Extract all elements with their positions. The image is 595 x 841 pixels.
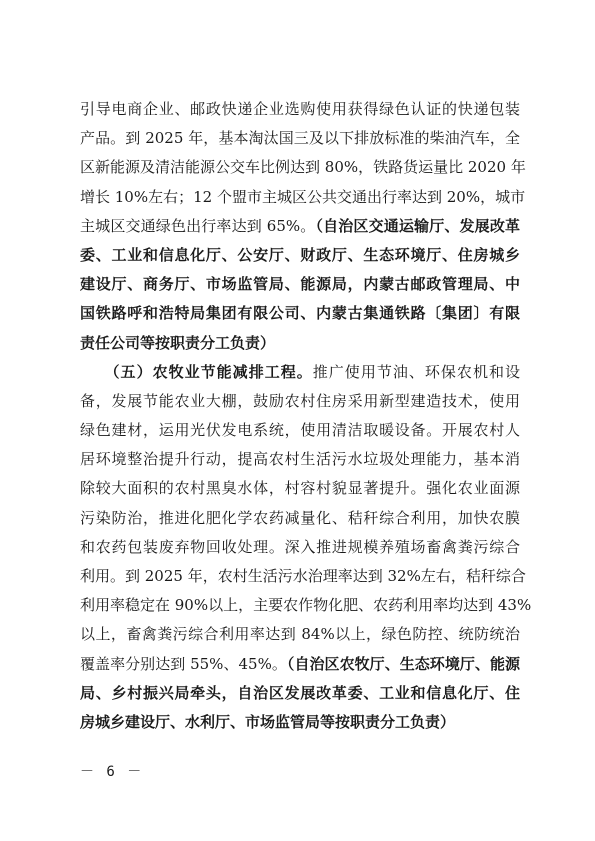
text-line xyxy=(80,241,520,270)
text-line xyxy=(80,679,520,708)
bold-text-segment: （自治区农牧厅、生态环境厅、能源 xyxy=(286,654,520,673)
text-line xyxy=(80,474,520,503)
text-segment: 以上，畜禽粪污综合利用率达到 84%以上，绿色防控、统防统治 xyxy=(80,625,520,644)
bold-text-segment: 国铁路呼和浩特局集团有限公司、内蒙古集通铁路〔集团〕有限 xyxy=(80,304,520,323)
bold-text-segment: 房城乡建设厅、水利厅、市场监管局等按职责分工负责） xyxy=(80,712,456,731)
document-body xyxy=(80,95,532,737)
text-line xyxy=(80,153,526,182)
text-line xyxy=(80,387,520,416)
text-line xyxy=(80,708,520,737)
text-line xyxy=(80,445,520,474)
bold-text-segment: 委、工业和信息化厅、公安厅、财政厅、生态环境厅、住房城乡 xyxy=(80,245,520,264)
text-segment: 利用率稳定在 90%以上，主要农作物化肥、农药利用率均达到 43% xyxy=(80,596,532,615)
text-segment: 引导电商企业、邮政快递企业选购使用获得绿色认证的快递包装 xyxy=(80,100,520,118)
text-segment: 主城区交通绿色出行率达到 65%。 xyxy=(80,216,316,235)
bold-text-segment: （五）农牧业节能减排工程。 xyxy=(80,362,313,381)
bold-text-segment: 建设厅、商务厅、市场监管局、能源局，内蒙古邮政管理局、中 xyxy=(80,275,520,294)
text-segment: 覆盖率分别达到 55%、45%。 xyxy=(80,654,287,673)
text-line xyxy=(80,183,526,212)
text-line xyxy=(80,299,520,328)
text-line xyxy=(80,504,520,533)
text-line xyxy=(80,270,520,299)
bold-text-segment: 局、乡村振兴局牵头，自治区发展改革委、工业和信息化厅、住 xyxy=(80,683,520,702)
text-segment: 备，发展节能农业大棚，鼓励农村住房采用新型建造技术，使用 xyxy=(80,391,520,410)
text-line xyxy=(80,329,520,358)
text-line xyxy=(80,533,520,562)
text-line xyxy=(80,124,520,153)
text-segment: 利用。到 2025 年，农村生活污水治理率达到 32%左右，秸秆综合 xyxy=(80,567,526,585)
text-segment: 绿色建材，运用光伏发电系统，使用清洁取暖设备。开展农村人 xyxy=(80,421,520,440)
page-number: － 6 － xyxy=(80,764,144,780)
bold-text-segment: 责任公司等按职责分工负责） xyxy=(80,333,276,352)
text-segment: 和农药包装废弃物回收处理。深入推进规模养殖场畜禽粪污综合 xyxy=(80,537,520,556)
text-segment: 产品。到 2025 年，基本淘汰国三及以下排放标准的柴油汽车，全 xyxy=(80,129,520,148)
text-line xyxy=(80,212,520,241)
text-line xyxy=(80,620,520,649)
text-segment: 除较大面积的农村黑臭水体，村容村貌显著提升。强化农业面源 xyxy=(80,479,520,498)
bold-text-segment: （自治区交通运输厅、发展改革 xyxy=(315,216,520,235)
text-line xyxy=(80,562,526,591)
text-segment: 污染防治，推进化肥化学农药减量化、秸秆综合利用，加快农膜 xyxy=(80,508,520,527)
text-segment: 增长 10%左右；12 个盟市主城区公共交通出行率达到 20%，城市 xyxy=(80,187,526,206)
text-line xyxy=(80,95,520,124)
text-segment: 居环境整治提升行动，提高农村生活污水垃圾处理能力，基本消 xyxy=(80,450,520,469)
text-line xyxy=(80,591,532,620)
text-segment: 推广使用节油、环保农机和设 xyxy=(312,362,520,381)
text-segment: 区新能源及清洁能源公交车比例达到 80%，铁路货运量比 2020 年 xyxy=(80,158,526,177)
text-line xyxy=(80,358,520,387)
text-line xyxy=(80,650,520,679)
text-line xyxy=(80,416,520,445)
